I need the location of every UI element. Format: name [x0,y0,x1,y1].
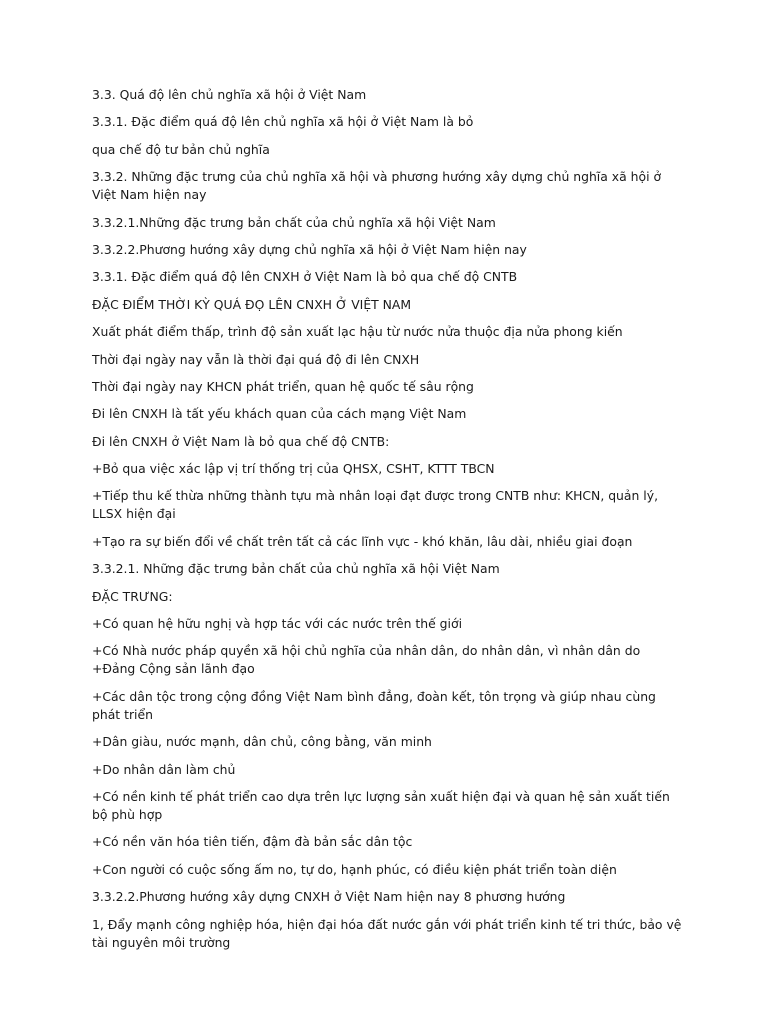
list-item: +Bỏ qua việc xác lập vị trí thống trị của QHSX, CSHT, KTTT TBCN [92,461,495,477]
section-heading: 3.3. Quá độ lên chủ nghĩa xã hội ở Việt Nam [92,87,367,102]
list-item: +Có quan hệ hữu nghị và hợp tác với các nước trên thế giới [92,616,463,632]
list-item: +Dân giàu, nước mạnh, dân chủ, công bằng, văn minh [92,734,432,750]
block-heading: ĐẶC TRƯNG: [92,588,173,604]
list-item: +Con người có cuộc sống ấm no, tự do, hạnh phúc, có điều kiện phát triển toàn diện [92,861,617,877]
document-page [92,86,682,961]
body-paragraph: Đi lên CNXH là tất yếu khách quan của cách mạng Việt Nam [92,406,467,422]
list-item: +Có Nhà nước pháp quyền xã hội chủ nghĩa của nhân dân, do nhân dân, vì nhân dân do +Đảng Cộng sản lãnh đạo [92,643,641,677]
list-item: +Có nền kinh tế phát triển cao dựa trên lực lượng sản xuất hiện đại và quan hệ sản xuất tiến bộ phù hợp [92,788,670,822]
list-item: +Tạo ra sự biến đổi về chất trên tất cả các lĩnh vực - khó khăn, lâu dài, nhiều giai đoạn [92,533,633,549]
list-item: +Do nhân dân làm chủ [92,761,236,777]
subsection-heading: 3.3.2.1. Những đặc trưng bản chất của chủ nghĩa xã hội Việt Nam [92,561,500,577]
subsection-heading: 3.3.1. Đặc điểm quá độ lên CNXH ở Việt Nam là bỏ qua chế độ CNTB [92,269,518,285]
list-item: +Tiếp thu kế thừa những thành tựu mà nhân loại đạt được trong CNTB như: KHCN, quản lý, LLSX hiện đại [92,488,659,522]
body-paragraph: Đi lên CNXH ở Việt Nam là bỏ qua chế độ CNTB: [92,433,390,449]
body-paragraph: Thời đại ngày nay KHCN phát triển, quan hệ quốc tế sâu rộng [92,378,474,394]
subsection-heading: 3.3.2.2.Phương hướng xây dựng CNXH ở Việt Nam hiện nay 8 phương hướng [92,889,566,905]
body-paragraph: Thời đại ngày nay vẫn là thời đại quá độ đi lên CNXH [92,351,420,367]
subsection-heading: 3.3.2.1.Những đặc trưng bản chất của chủ nghĩa xã hội Việt Nam [92,214,496,230]
subsection-heading: 3.3.2. Những đặc trưng của chủ nghĩa xã hội và phương hướng xây dựng chủ nghĩa xã hội ở Việt Nam hiện nay [92,169,662,203]
block-heading: ĐẶC ĐIỂM THỜI KỲ QUÁ ĐỌ LÊN CNXH Ở VIỆT NAM [92,296,412,312]
list-item: +Các dân tộc trong cộng đồng Việt Nam bình đẳng, đoàn kết, tôn trọng và giúp nhau cùng phát triển [92,688,656,722]
body-paragraph: Xuất phát điểm thấp, trình độ sản xuất lạc hậu từ nước nửa thuộc địa nửa phong kiến [92,324,623,340]
subsection-heading-continuation: qua chế độ tư bản chủ nghĩa [92,141,270,157]
list-item: +Có nền văn hóa tiên tiến, đậm đà bản sắc dân tộc [92,834,413,850]
subsection-heading: 3.3.1. Đặc điểm quá độ lên chủ nghĩa xã hội ở Việt Nam là bỏ [92,114,474,130]
subsection-heading: 3.3.2.2.Phương hướng xây dựng chủ nghĩa xã hội ở Việt Nam hiện nay [92,241,527,257]
numbered-item: 1, Đẩy mạnh công nghiệp hóa, hiện đại hóa đất nước gắn với phát triển kinh tế tri thức, bảo vệ tài nguyên môi trường [92,916,682,950]
